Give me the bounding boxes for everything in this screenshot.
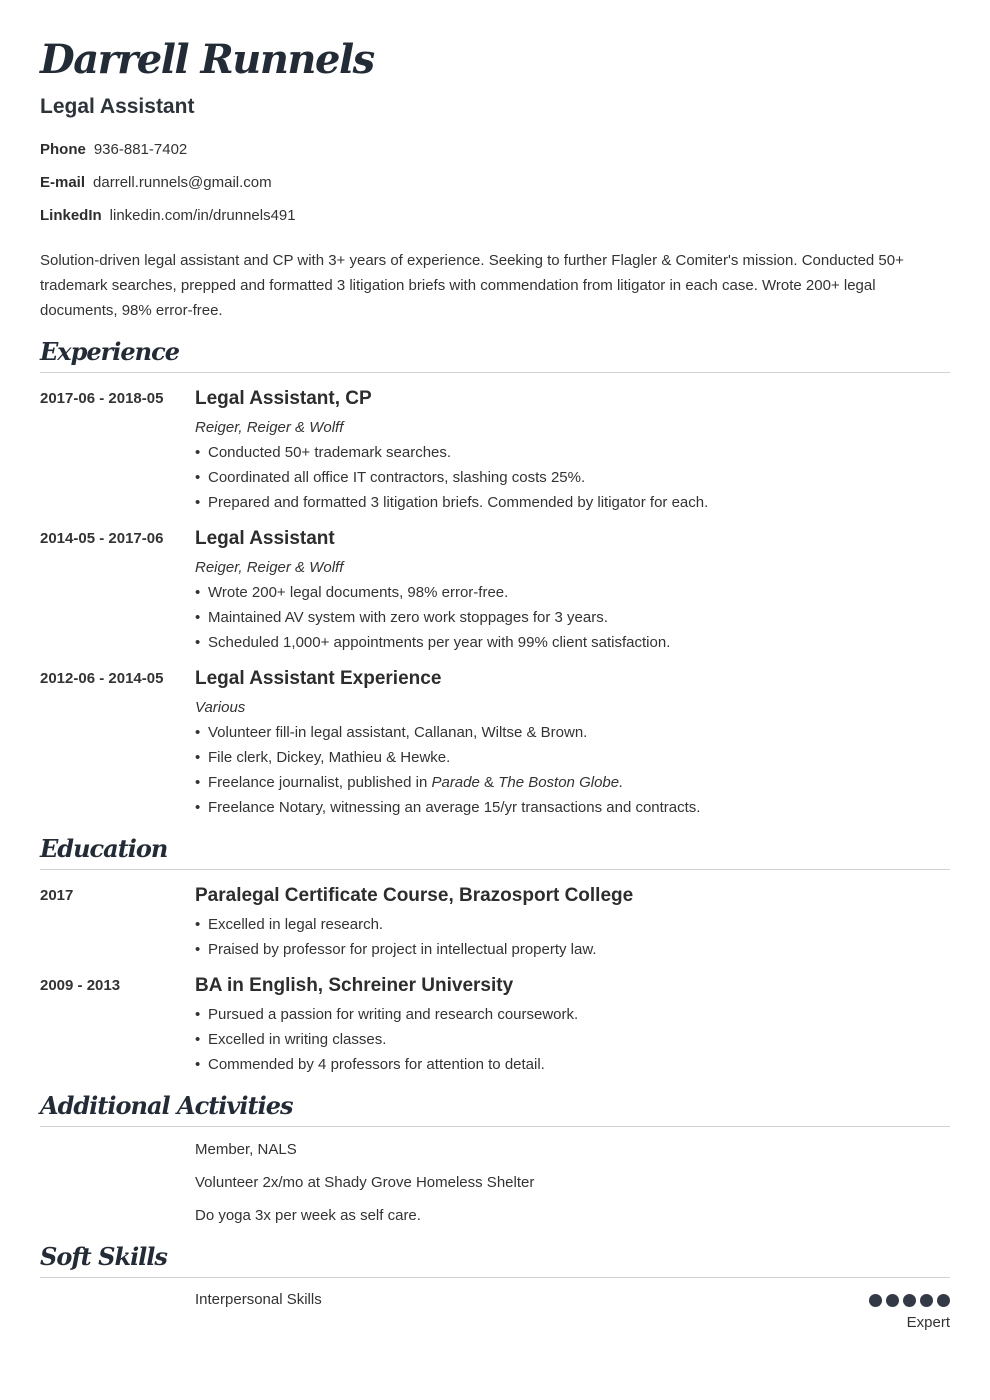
activity-item: Do yoga 3x per week as self care.	[195, 1207, 421, 1224]
bullet-item: • Excelled in writing classes.	[195, 1027, 950, 1052]
bullet-item: • Praised by professor for project in intellectual property law.	[195, 937, 950, 962]
entry-title: Legal Assistant Experience	[195, 668, 442, 689]
email-label: E-mail	[40, 174, 86, 191]
bullet-item: • Wrote 200+ legal documents, 98% error-free.	[195, 580, 950, 605]
activities-heading: Additional Activities	[40, 1091, 293, 1120]
linkedin-label: LinkedIn	[40, 207, 102, 224]
entry-company: Reiger, Reiger & Wolff	[195, 419, 344, 436]
bullet-item: • Commended by 4 professors for attention to detail.	[195, 1052, 950, 1077]
candidate-name: Darrell Runnels	[40, 36, 374, 83]
experience-section-header	[40, 336, 950, 373]
entry-date: 2012-06 - 2014-05	[40, 670, 164, 687]
entry-date: 2009 - 2013	[40, 977, 121, 994]
rating-dot	[920, 1294, 933, 1307]
bullet-list	[195, 912, 950, 962]
contact-email	[40, 173, 272, 193]
skills-section-header	[40, 1241, 950, 1278]
section-divider	[40, 869, 950, 870]
entry-date: 2017-06 - 2018-05	[40, 390, 164, 407]
bullet-item: • Prepared and formatted 3 litigation briefs. Commended by litigator for each.	[195, 490, 950, 515]
education-heading: Education	[40, 834, 168, 863]
bullet-item: • Volunteer fill-in legal assistant, Callanan, Wiltse & Brown.	[195, 720, 950, 745]
rating-dot	[886, 1294, 899, 1307]
entry-title: BA in English, Schreiner University	[195, 975, 514, 996]
bullet-item: • Coordinated all office IT contractors, slashing costs 25%.	[195, 465, 950, 490]
entry-body	[195, 528, 950, 655]
publication-parade: Parade	[431, 774, 480, 791]
bullet-item: • Conducted 50+ trademark searches.	[195, 440, 950, 465]
entry-title: Legal Assistant, CP	[195, 388, 372, 409]
bullet-item: • File clerk, Dickey, Mathieu & Hewke.	[195, 745, 950, 770]
entry-title: Paralegal Certificate Course, Brazosport College	[195, 885, 634, 906]
entry-body	[195, 668, 950, 820]
bullet-item: • Freelance Notary, witnessing an average 15/yr transactions and contracts.	[195, 795, 950, 820]
rating-dot	[903, 1294, 916, 1307]
entry-date: 2017	[40, 887, 74, 904]
phone-label: Phone	[40, 141, 86, 158]
entry-body	[195, 388, 950, 515]
bullet-item: • Excelled in legal research.	[195, 912, 950, 937]
education-section-header	[40, 833, 950, 870]
profile-summary: Solution-driven legal assistant and CP with 3+ years of experience. Seeking to further Flagler & Comiter's mission. Conducted 50+ trademark searches, prepped and formatted 3 litigation briefs with commendation from litigator in each case. Wrote 200+ legal documents, 98% error-free.	[40, 252, 904, 319]
journalist-text: Freelance journalist, published in	[208, 774, 432, 791]
entry-date: 2014-05 - 2017-06	[40, 530, 164, 547]
experience-heading: Experience	[40, 337, 180, 366]
publication-boston-globe: The Boston Globe.	[498, 774, 624, 791]
bullet-list	[195, 1002, 950, 1077]
bullet-list	[195, 580, 950, 655]
activities-section-header	[40, 1090, 950, 1127]
bullet-item: • Pursued a passion for writing and research coursework.	[195, 1002, 950, 1027]
entry-company: Reiger, Reiger & Wolff	[195, 559, 344, 576]
entry-body	[195, 975, 950, 1077]
activity-item: Member, NALS	[195, 1141, 297, 1158]
email-value: darrell.runnels@gmail.com	[93, 174, 272, 191]
bullet-list	[195, 720, 950, 820]
skill-level: Expert	[906, 1314, 950, 1331]
phone-value: 936-881-7402	[93, 141, 188, 158]
job-title: Legal Assistant	[40, 95, 195, 118]
skill-rating	[869, 1294, 950, 1307]
skills-heading: Soft Skills	[40, 1242, 167, 1271]
contact-phone	[40, 140, 187, 160]
entry-company: Various	[195, 699, 246, 716]
bullet-item	[195, 770, 950, 795]
section-divider	[40, 1126, 950, 1127]
activity-item: Volunteer 2x/mo at Shady Grove Homeless Shelter	[195, 1174, 535, 1191]
section-divider	[40, 1277, 950, 1278]
rating-dot	[869, 1294, 882, 1307]
skill-name: Interpersonal Skills	[195, 1291, 322, 1308]
bullet-item: • Maintained AV system with zero work stoppages for 3 years.	[195, 605, 950, 630]
journalist-amp: &	[479, 774, 499, 791]
bullet-list	[195, 440, 950, 515]
rating-dot	[937, 1294, 950, 1307]
entry-title: Legal Assistant	[195, 528, 335, 549]
section-divider	[40, 372, 950, 373]
bullet-item: • Scheduled 1,000+ appointments per year with 99% client satisfaction.	[195, 630, 950, 655]
linkedin-value: linkedin.com/in/drunnels491	[109, 207, 296, 224]
entry-body	[195, 885, 950, 962]
contact-linkedin	[40, 206, 296, 226]
